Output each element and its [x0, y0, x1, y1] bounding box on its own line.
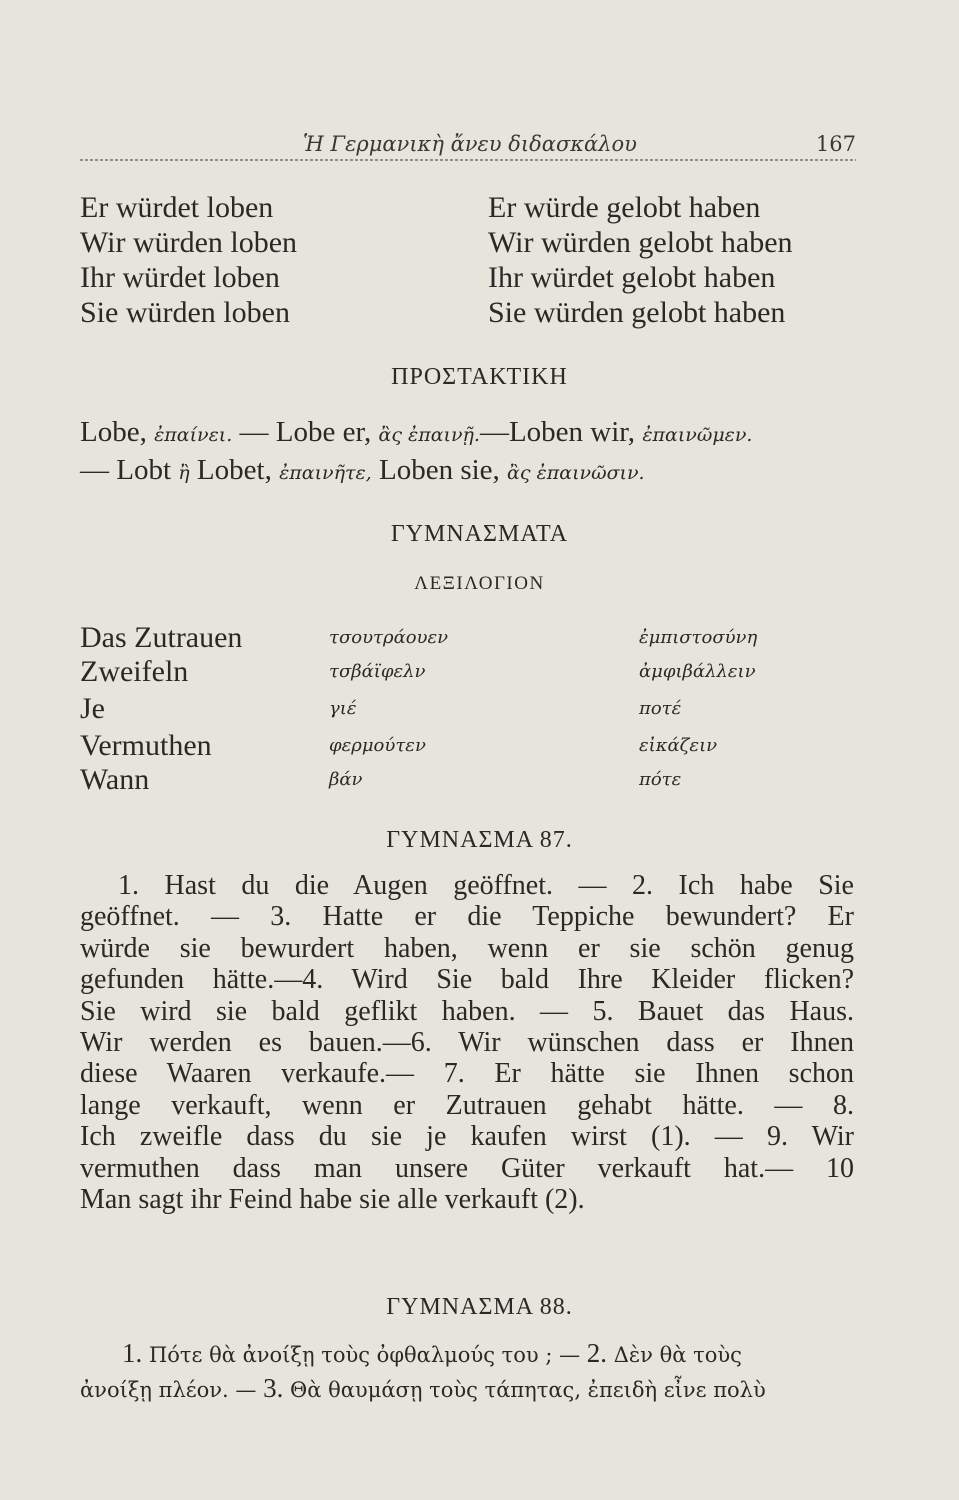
vocabulary-german: Das Zutrauen — [80, 621, 243, 654]
exercise-line: 1. Hast du die Augen geöffnet. — 2. Ich habe Sie — [118, 870, 854, 901]
vocabulary-row — [80, 692, 860, 726]
imperative-german: — Lobe er, — [239, 416, 379, 448]
greek-sentence: Δὲν θὰ τοὺς — [613, 1343, 742, 1367]
conjugation-left-column — [80, 190, 297, 330]
exercise-88-text — [80, 1337, 854, 1407]
exercise-line: Sie wird sie bald geflikt haben. — 5. Bauet das Haus. — [80, 995, 854, 1027]
conjugation-line: Er würdet loben — [80, 191, 274, 224]
imperative-greek: ἐπαινῶμεν. — [642, 424, 753, 446]
vocabulary-german: Zweifeln — [80, 655, 189, 688]
vocabulary-german: Je — [80, 692, 105, 725]
exercise-88-heading: ΓΥΜΝΑΣΜΑ 88. — [386, 1294, 573, 1320]
imperative-greek: ἐπαινῆτε, — [279, 462, 372, 484]
conjugation-line: Wir würden gelobt haben — [488, 226, 793, 259]
exercise-87-heading: ΓΥΜΝΑΣΜΑ 87. — [386, 827, 573, 853]
imperative-german: Lobet, — [189, 454, 280, 486]
imperative-heading: ΠΡΟΣΤΑΚΤΙΚΗ — [391, 364, 568, 390]
vocabulary-german: Vermuthen — [80, 729, 212, 762]
exercise-line: diese Waaren verkaufe.— 7. Er hätte sie Ihnen schon — [80, 1058, 854, 1090]
conjugation-line: Ihr würdet gelobt haben — [488, 261, 776, 294]
greek-sentence: Πότε θὰ ἀνοίξῃ τοὺς ὀφθαλμούς του ; — — [148, 1343, 581, 1367]
exercise-line: vermuthen dass man unsere Güter verkauft hat.— 10 — [80, 1152, 854, 1184]
imperative-line-1 — [80, 416, 752, 449]
header-rule — [80, 159, 856, 161]
exercise-number: 2. — [586, 1338, 608, 1368]
exercise-87-text — [80, 870, 854, 1215]
conjugation-line: Sie würden gelobt haben — [488, 296, 786, 329]
conjugation-line: Ihr würdet loben — [80, 261, 280, 294]
conjugation-right-column — [488, 190, 793, 330]
vocabulary-greek: ποτέ — [639, 698, 682, 719]
vocabulary-row — [80, 621, 860, 655]
exercise-88-line — [80, 1337, 854, 1372]
imperative-german: Loben sie, — [371, 454, 508, 486]
exercises-heading: ΓΥΜΝΑΣΜΑΤΑ — [390, 521, 569, 547]
exercise-line: geöffnet. — 3. Hatte er die Teppiche bewundert? Er — [80, 901, 854, 933]
vocabulary-pronunciation: φερμούτεν — [329, 735, 426, 756]
vocabulary-pronunciation: γιέ — [329, 698, 357, 719]
exercise-line: gefunden hätte.—4. Wird Sie bald Ihre Kleider flicken? — [80, 964, 854, 996]
exercise-line: lange verkauft, wenn er Zutrauen gehabt hätte. — 8. — [80, 1089, 854, 1121]
vocabulary-greek: ἀμφιβάλλειν — [639, 661, 756, 682]
vocabulary-row — [80, 655, 860, 689]
exercise-number: 1. — [122, 1338, 143, 1368]
imperative-german: Lobe, — [80, 416, 155, 448]
imperative-greek: ἢ — [178, 462, 190, 484]
vocabulary-greek: πότε — [639, 769, 682, 790]
running-title: Ἡ Γερμανικὴ ἄνευ διδασκάλου — [303, 132, 637, 156]
greek-sentence: ἀνοίξῃ πλέον. — — [80, 1378, 257, 1402]
page-header — [80, 126, 856, 162]
exercise-88-line — [80, 1372, 854, 1407]
conjugation-line: Sie würden loben — [80, 296, 290, 329]
exercise-line: Man sagt ihr Feind habe sie alle verkauft (2). — [80, 1184, 585, 1216]
imperative-greek: ἐπαίνει. — [154, 424, 233, 446]
vocabulary-heading: ΛΕΞΙΛΟΓΙΟΝ — [414, 573, 545, 594]
conjugation-line: Wir würden loben — [80, 226, 298, 259]
vocabulary-greek: ἐμπιστοσύνη — [639, 627, 758, 648]
imperative-line-2 — [80, 454, 645, 487]
exercise-line: würde sie bewurdert haben, wenn er sie schön genug — [80, 932, 854, 964]
imperative-greek: ἂς ἐπαινῇ. — [378, 424, 480, 446]
vocabulary-greek: εἰκάζειν — [639, 735, 718, 756]
vocabulary-german: Wann — [80, 763, 150, 796]
vocabulary-pronunciation: βάν — [329, 769, 363, 790]
imperative-german: — Lobt — [80, 454, 179, 486]
vocabulary-row — [80, 763, 860, 797]
vocabulary-pronunciation: τσβάϊφελν — [329, 661, 426, 682]
imperative-german: —Loben wir, — [479, 416, 643, 448]
exercise-line: Wir werden es bauen.—6. Wir wünschen dass er Ihnen — [80, 1027, 854, 1059]
greek-sentence: Θὰ θαυμάσῃ τοὺς τάπητας, ἐπειδὴ εἶνε πολὺ — [290, 1378, 766, 1402]
page-number: 167 — [815, 132, 856, 156]
exercise-number: 3. — [263, 1373, 284, 1403]
vocabulary-pronunciation: τσουτράουεν — [329, 627, 449, 648]
vocabulary-row — [80, 729, 860, 763]
conjugation-line: Er würde gelobt haben — [488, 191, 761, 224]
imperative-greek: ἂς ἐπαινῶσιν. — [507, 462, 645, 484]
exercise-line: Ich zweifle dass du sie je kaufen wirst (1). — 9. Wir — [80, 1121, 854, 1153]
